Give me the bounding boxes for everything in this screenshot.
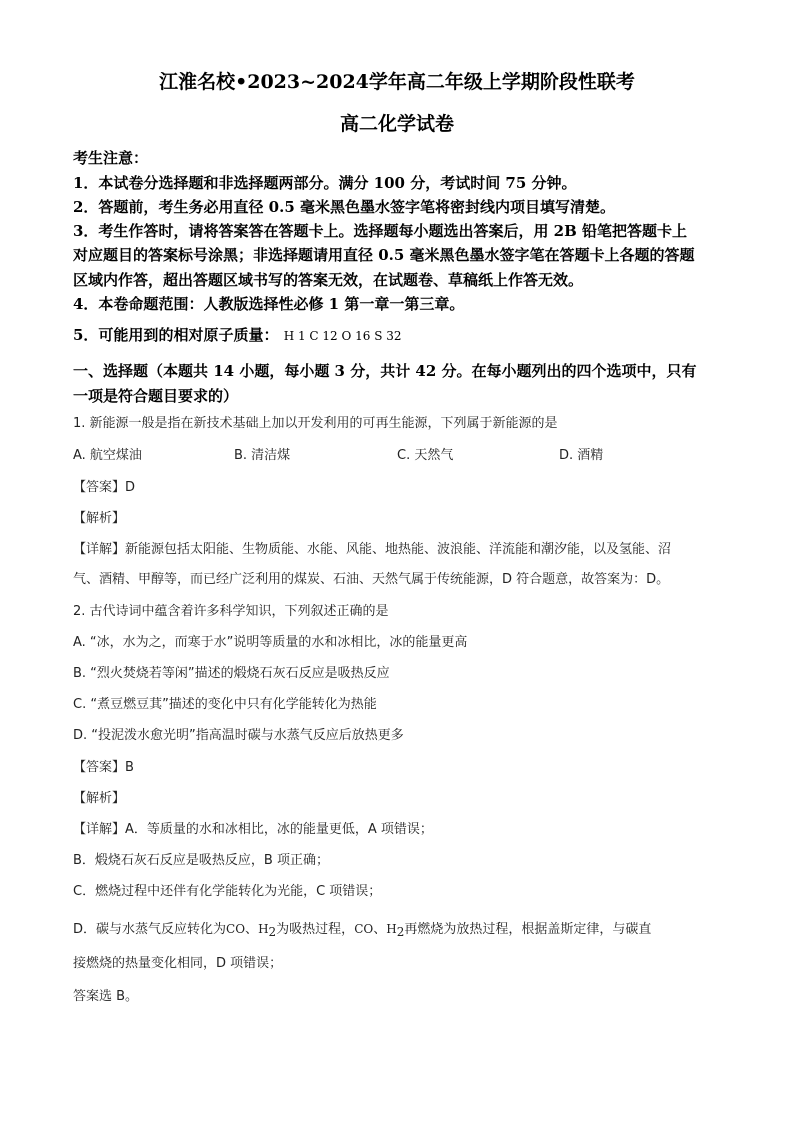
q2-detail-d-text-2: 为吸热过程， [276, 922, 355, 937]
atomic-masses: H 1 C 12 O 16 S 32 [283, 329, 402, 343]
subscript-2: 2 [268, 925, 277, 939]
formula-h2: H [386, 922, 397, 936]
q2-conclusion: 答案选 B。 [73, 989, 139, 1004]
subscript-2: 2 [396, 925, 405, 939]
q2-detail-d-line-2: 接燃烧的热量变化相同，D 项错误； [73, 956, 283, 971]
q2-detail-d-text-1: D．碳与水蒸气反应转化为 [73, 922, 227, 937]
exam-title: 江淮名校•2023~2024学年高二年级上学期阶段性联考 [159, 71, 635, 93]
q1-option-d: D. 酒精 [559, 448, 604, 463]
notice-item-1: 1．本试卷分选择题和非选择题两部分。满分 100 分，考试时间 75 分钟。 [73, 174, 577, 192]
separator: 、 [373, 922, 387, 937]
notice-item-4: 4．本卷命题范围：人教版选择性必修 1 第一章一第三章。 [73, 295, 465, 313]
q2-option-a: A. “冰，水为之，而寒于水”说明等质量的水和冰相比，冰的能量更高 [73, 635, 468, 650]
q2-detail-a: 【详解】A．等质量的水和冰相比，冰的能量更低，A 项错误； [73, 822, 433, 837]
q2-analysis-label: 【解析】 [73, 791, 126, 806]
q2-option-c: C. “煮豆燃豆萁”描述的变化中只有化学能转化为热能 [73, 697, 377, 712]
notice-heading: 考生注意： [73, 149, 149, 167]
separator: 、 [245, 922, 259, 937]
q1-answer: 【答案】D [73, 480, 136, 495]
notice-item-3-line-2: 对应题目的答案标号涂黑；非选择题请用直径 0.5 毫米黑色墨水签字笔在答题卡上各题的答题 [73, 246, 695, 264]
q1-detail-line-2: 气、酒精、甲醇等，而已经广泛利用的煤炭、石油、天然气属于传统能源，D 符合题意，故答案为：D。 [73, 572, 670, 587]
q2-answer: 【答案】B [73, 760, 134, 775]
section-1-heading-line-2: 一项是符合题目要求的） [73, 387, 239, 405]
exam-subtitle: 高二化学试卷 [339, 113, 454, 135]
q2-detail-d-line-1 [73, 918, 651, 941]
q1-option-a: A. 航空煤油 [73, 448, 142, 463]
section-1-heading-line-1: 一、选择题（本题共 14 小题，每小题 3 分，共计 42 分。在每小题列出的四个选项中，只有 [73, 362, 697, 380]
q2-detail-c: C．燃烧过程中还伴有化学能转化为光能，C 项错误； [73, 884, 382, 899]
q2-stem: 2. 古代诗词中蕴含着许多科学知识，下列叙述正确的是 [73, 604, 389, 619]
notice-item-3-line-3: 区域内作答，超出答题区域书写的答案无效，在试题卷、草稿纸上作答无效。 [73, 271, 584, 289]
q1-option-b: B. 清洁煤 [234, 448, 291, 463]
q1-detail-line-1: 【详解】新能源包括太阳能、生物质能、水能、风能、地热能、波浪能、洋流能和潮汐能，以及氢能、沼 [73, 542, 672, 557]
notice-item-5-label: 5．可能用到的相对原子质量： [73, 326, 279, 344]
notice-item-2: 2．答题前，考生务必用直径 0.5 毫米黑色墨水签字笔将密封线内项目填写清楚。 [73, 198, 615, 216]
formula-co: CO [354, 922, 374, 936]
q2-option-b: B. “烈火焚烧若等闲”描述的煅烧石灰石反应是吸热反应 [73, 666, 390, 681]
formula-co: CO [226, 922, 246, 936]
q2-option-d: D. “投泥泼水愈光明”指高温时碳与水蒸气反应后放热更多 [73, 728, 404, 743]
q2-detail-b: B．煅烧石灰石反应是吸热反应，B 项正确； [73, 853, 329, 868]
q1-option-c: C. 天然气 [397, 448, 454, 463]
notice-item-3-line-1: 3．考生作答时，请将答案答在答题卡上。选择题每小题选出答案后，用 2B 铅笔把答题卡上 [73, 222, 688, 240]
formula-h2: H [258, 922, 269, 936]
q2-detail-d-text-3: 再燃烧为放热过程，根据盖斯定律，与碳直 [404, 922, 652, 937]
notice-item-5 [73, 324, 402, 347]
q1-analysis-label: 【解析】 [73, 511, 126, 526]
q1-stem: 1. 新能源一般是指在新技术基础上加以开发利用的可再生能源，下列属于新能源的是 [73, 416, 558, 431]
